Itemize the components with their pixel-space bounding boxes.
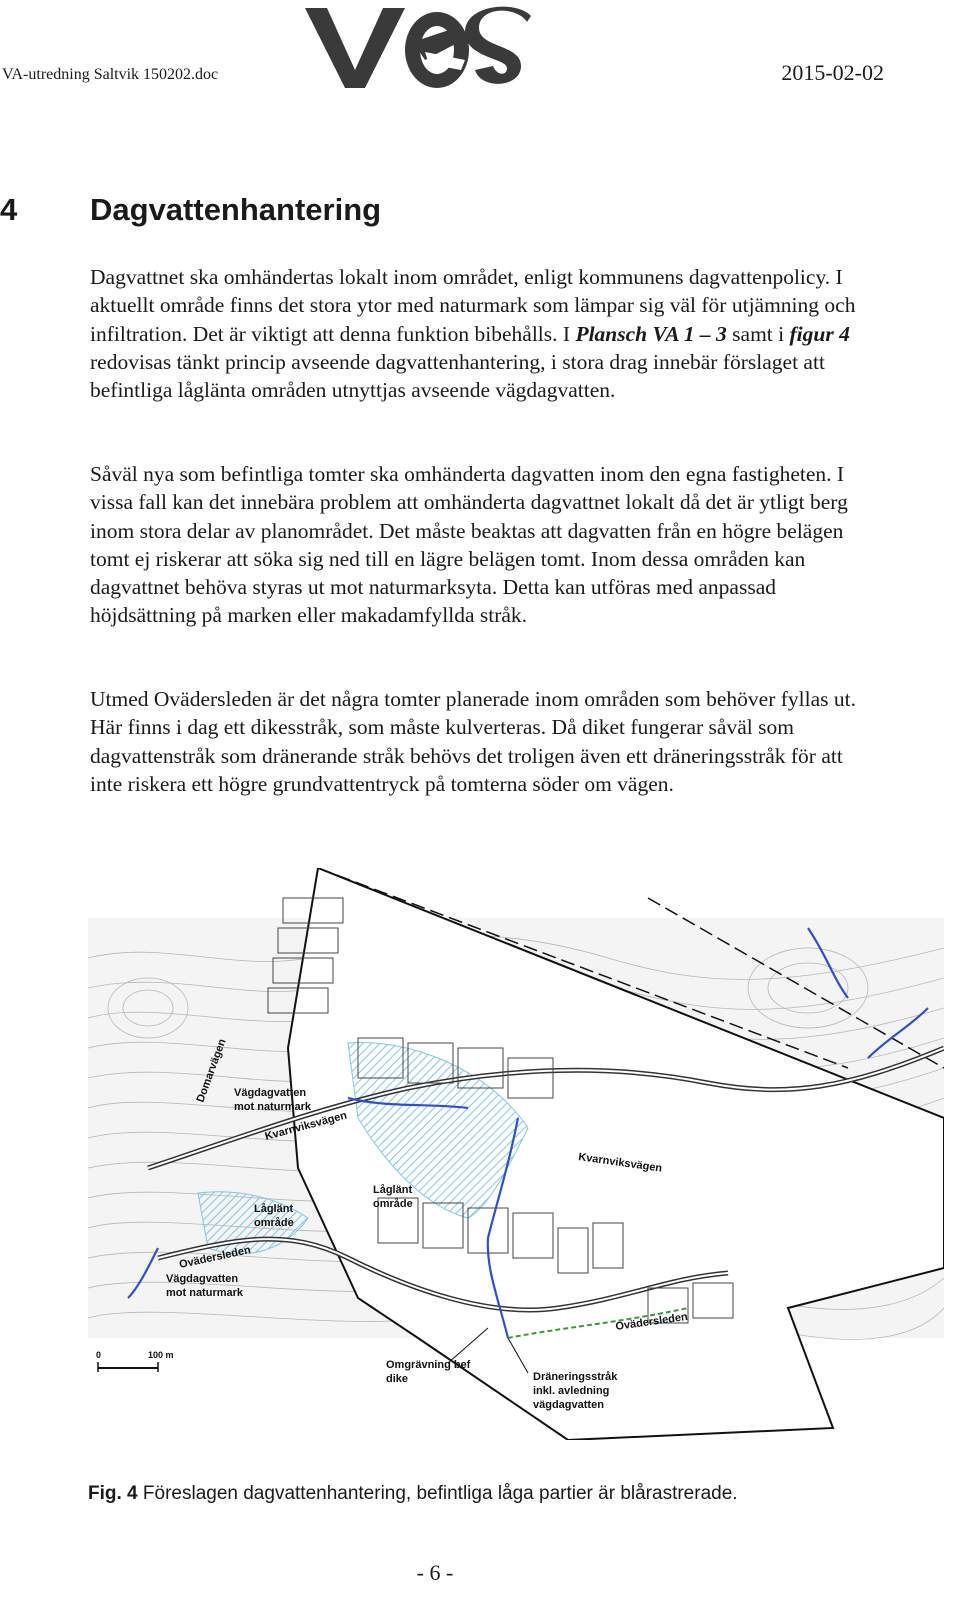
paragraph-1-text-c: redovisas tänkt princip avseende dagvattenhantering, i stora drag innebär förslaget att befintliga låglänta områden utnyttjas avseende vägdagvatten.	[90, 349, 825, 403]
scale-label-zero: 0	[96, 1350, 102, 1360]
figure-caption	[88, 1483, 738, 1505]
paragraph-2-text: Såväl nya som befintliga tomter ska omhänderta dagvatten inom den egna fastigheten. I vissa fall kan det innebära problem att omhänderta dagvattnet lokalt då det är ytligt berg inom stora delar av planområdet. Det måste beaktas att dagvatten från en högre belägen tomt ej riskerar att söka sig ned till en lägre belägen tomt. Inom dessa områden kan dagvattnet behöva styras ut mot naturmarksyta. Detta kan utföras med anpassad höjdsättning på marken eller makadamfyllda stråk.	[90, 462, 848, 628]
site-plan-map	[88, 868, 944, 1440]
label-ovadersleden-east: Ovädersleden	[614, 1310, 689, 1333]
label-vagdagvatten-2b: mot naturmark	[166, 1287, 244, 1299]
label-kvarnviksvagen-west: Kvarnviksvägen	[263, 1109, 349, 1143]
paragraph-1-text-b: samt i	[726, 321, 790, 346]
section-title: Dagvattenhantering	[90, 192, 382, 227]
label-dranering-b: inkl. avledning	[533, 1385, 610, 1397]
section-number: 4	[0, 192, 18, 227]
label-vagdagvatten-1b: mot naturmark	[234, 1101, 312, 1113]
label-kvarnviksvagen-east: Kvarnviksvägen	[577, 1151, 663, 1175]
plansch-reference: Plansch VA 1 – 3	[575, 321, 727, 346]
figure-caption-label: Fig. 4	[88, 1483, 138, 1504]
label-laglant-2b: område	[254, 1217, 294, 1229]
label-dranering-a: Dräneringsstråk	[533, 1371, 618, 1383]
label-laglant-1a: Låglänt	[373, 1184, 413, 1196]
label-domarvagen: Domarvägen	[194, 1037, 229, 1105]
company-logo	[305, 0, 535, 92]
figure-caption-text: Föreslagen dagvattenhantering, befintliga låga partier är blårastrerade.	[137, 1483, 738, 1504]
section-heading	[0, 192, 381, 228]
label-laglant-2a: Låglänt	[254, 1203, 294, 1215]
page-number: - 6 -	[416, 1560, 454, 1585]
label-omgravning-a: Omgrävning bef	[386, 1359, 471, 1371]
label-ovadersleden-west: Ovädersleden	[178, 1244, 252, 1271]
label-laglant-1b: område	[373, 1198, 413, 1210]
label-vagdagvatten-2a: Vägdagvatten	[166, 1273, 239, 1285]
header-filename: VA-utredning Saltvik 150202.doc	[2, 66, 219, 83]
paragraph-3-text: Utmed Ovädersleden är det några tomter planerade inom områden som behöver fyllas ut. Här finns i dag ett dikesstråk, som måste kulverteras. Då diket fungerar såväl som dagvattenstråk som dränerande stråk behövs det troligen även ett dräneringsstråk för att inte riskera ett högre grundvattentryck på tomterna söder om vägen.	[90, 687, 856, 796]
paragraph-1	[90, 263, 870, 404]
label-omgravning-b: dike	[386, 1373, 409, 1385]
figure-reference: figur 4	[789, 321, 850, 346]
scale-label-100m: 100 m	[148, 1350, 174, 1360]
paragraph-3	[90, 685, 870, 798]
header-date: 2015-02-02	[781, 60, 884, 85]
label-dranering-c: vägdagvatten	[533, 1399, 604, 1411]
paragraph-2	[90, 460, 870, 630]
paragraph-1-text-a: Dagvattnet ska omhändertas lokalt inom området, enligt kommunens dagvattenpolicy. I aktuellt område finns det stora ytor med naturmark som lämpar sig väl för utjämning och infiltration. Det är viktigt att denna funktion bibehålls. I	[90, 265, 856, 346]
label-vagdagvatten-1a: Vägdagvatten	[234, 1087, 307, 1099]
